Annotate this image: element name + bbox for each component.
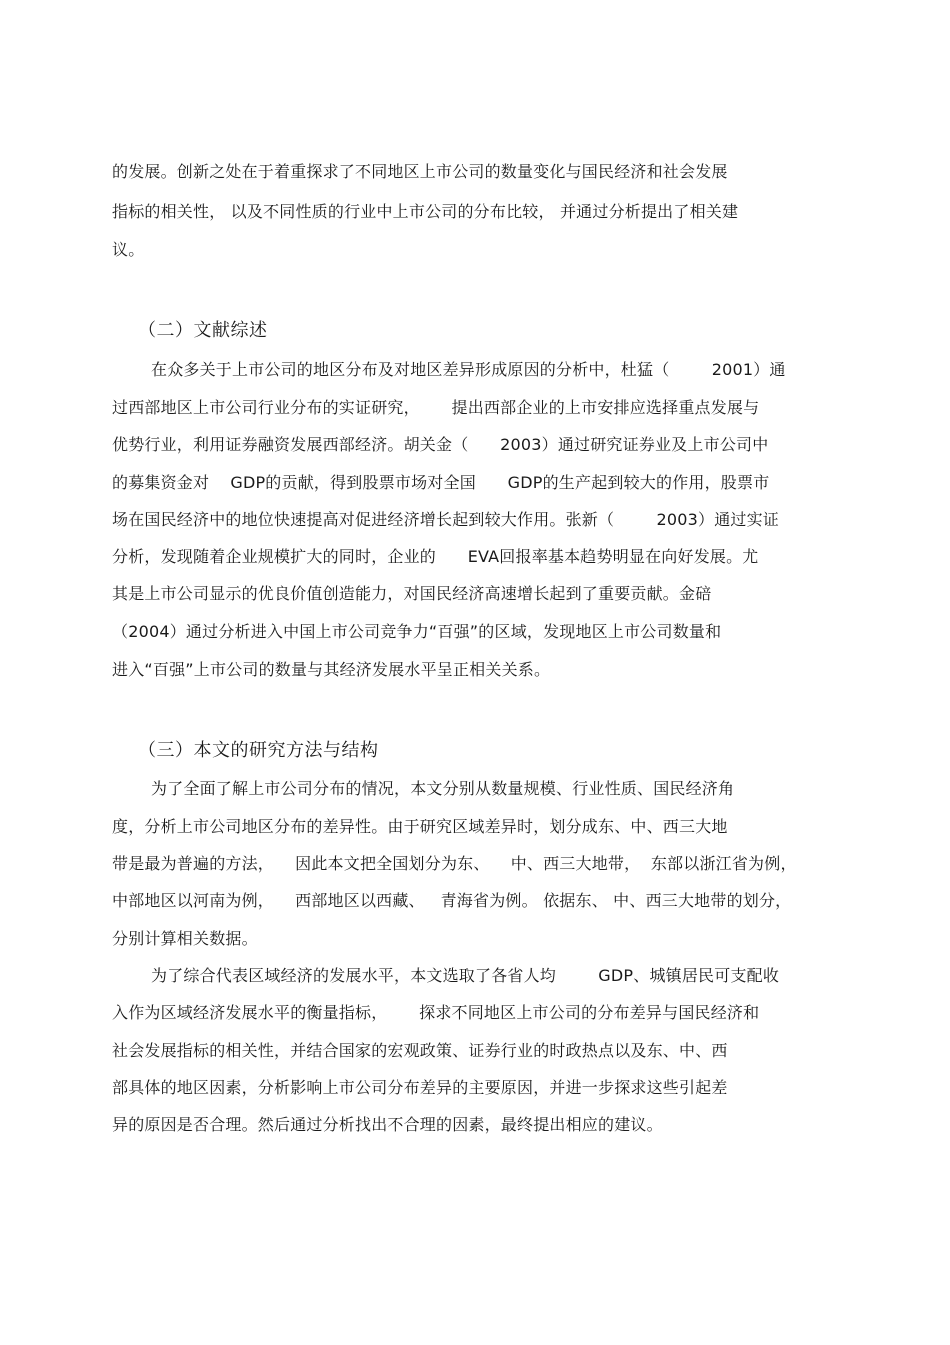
intro-line-3: 议。 bbox=[112, 240, 145, 259]
section2-line-4: 的募集资金对 GDP的贡献，得到股票市场对全国 GDP的生产起到较大的作用，股票市 bbox=[112, 473, 770, 492]
section3-line-4: 中部地区以河南为例， 西部地区以西藏、 青海省为例。 依据东、 中、西三大地带的划分， bbox=[112, 891, 792, 910]
section2-line-2: 过西部地区上市公司行业分布的实证研究， 提出西部企业的上市安排应选择重点发展与 bbox=[112, 398, 760, 417]
section2-line-5: 场在国民经济中的地位快速提高对促进经济增长起到较大作用。张新（ 2003）通过实证 bbox=[112, 510, 780, 529]
section3-line-1: 为了全面了解上市公司分布的情况，本文分别从数量规模、行业性质、国民经济角 bbox=[151, 779, 735, 798]
section3-line-2: 度，分析上市公司地区分布的差异性。由于研究区域差异时，划分成东、中、西三大地 bbox=[112, 817, 728, 836]
section3-line-10: 异的原因是否合理。然后通过分析找出不合理的因素，最终提出相应的建议。 bbox=[112, 1115, 663, 1134]
section2-line-6: 分析，发现随着企业规模扩大的同时，企业的 EVA回报率基本趋势明显在向好发展。尤 bbox=[112, 547, 759, 566]
section2-line-7: 其是上市公司显示的优良价值创造能力，对国民经济高速增长起到了重要贡献。金碚 bbox=[112, 584, 712, 603]
section3-line-7: 入作为区域经济发展水平的衡量指标， 探求不同地区上市公司的分布差异与国民经济和 bbox=[112, 1003, 760, 1022]
intro-line-2: 指标的相关性， 以及不同性质的行业中上市公司的分布比较， 并通过分析提出了相关建 bbox=[112, 202, 739, 221]
section2-line-9: 进入“百强”上市公司的数量与其经济发展水平呈正相关关系。 bbox=[112, 660, 551, 679]
intro-line-1: 的发展。创新之处在于着重探求了不同地区上市公司的数量变化与国民经济和社会发展 bbox=[112, 162, 728, 181]
section3-line-3: 带是最为普遍的方法， 因此本文把全国划分为东、 中、西三大地带， 东部以浙江省为例， bbox=[112, 854, 797, 873]
section3-line-6: 为了综合代表区域经济的发展水平，本文选取了各省人均 GDP、城镇居民可支配收 bbox=[151, 966, 780, 985]
section3-line-5: 分别计算相关数据。 bbox=[112, 929, 258, 948]
section2-heading: （二）文献综述 bbox=[138, 320, 268, 341]
section2-line-3: 优势行业，利用证券融资发展西部经济。胡关金（ 2003）通过研究证券业及上市公司中 bbox=[112, 435, 769, 454]
section3-heading: （三）本文的研究方法与结构 bbox=[138, 740, 379, 761]
section2-line-1: 在众多关于上市公司的地区分布及对地区差异形成原因的分析中，杜猛（ 2001）通 bbox=[151, 360, 786, 379]
section3-line-8: 社会发展指标的相关性，并结合国家的宏观政策、证券行业的时政热点以及东、中、西 bbox=[112, 1041, 728, 1060]
section2-line-8: （2004）通过分析进入中国上市公司竞争力“百强”的区域，发现地区上市公司数量和 bbox=[112, 622, 722, 641]
section3-line-9: 部具体的地区因素，分析影响上市公司分布差异的主要原因，并进一步探求这些引起差 bbox=[112, 1078, 728, 1097]
